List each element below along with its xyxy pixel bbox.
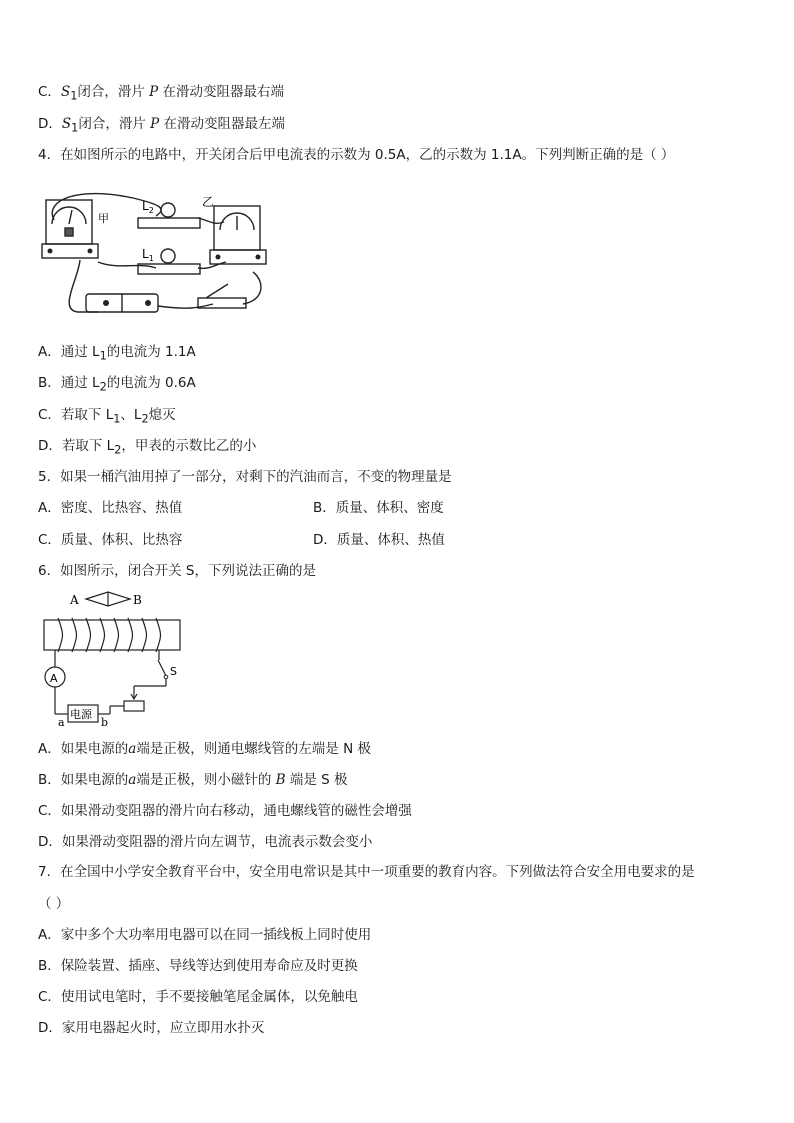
- label-jia: 甲: [98, 212, 109, 225]
- q6-stem: 6．如图所示，闭合开关 S，下列说法正确的是: [38, 563, 316, 579]
- label-l1: $L_1$: [142, 247, 154, 263]
- q7-option-d: D．家用电器起火时，应立即用水扑灭: [38, 1020, 265, 1036]
- q6-option-b: B．如果电源的a端是正极，则小磁针的 B 端是 S 极: [38, 772, 348, 788]
- q6-solenoid-figure: [38, 588, 198, 728]
- q7-paren: （ ）: [38, 896, 70, 912]
- q4-option-a: A．通过 $L_1$的电流为 1.1A: [38, 344, 196, 363]
- q6-option-a: A．如果电源的a端是正极，则通电螺线管的左端是 N 极: [38, 741, 371, 757]
- q4-option-b: B．通过 $L_2$的电流为 0.6A: [38, 375, 196, 394]
- q3-option-d: D．$S_1$闭合，滑片 P 在滑动变阻器最左端: [38, 116, 286, 135]
- q5-option-d: D．质量、体积、热值: [313, 532, 445, 548]
- q3-option-c: C．$S_1$闭合，滑片 P 在滑动变阻器最右端: [38, 84, 285, 103]
- label-l2: $L_2$: [142, 199, 154, 215]
- label-b: b: [101, 716, 109, 728]
- label-yi: 乙: [202, 195, 215, 209]
- q5-stem: 5．如果一桶汽油用掉了一部分，对剩下的汽油而言，不变的物理量是: [38, 469, 452, 485]
- q5-option-b: B．质量、体积、密度: [313, 500, 444, 516]
- label-a: a: [58, 716, 65, 728]
- q6-option-c: C．如果滑动变阻器的滑片向右移动，通电螺线管的磁性会增强: [38, 803, 412, 819]
- label-S: S: [170, 665, 177, 678]
- q4-circuit-figure: [38, 180, 268, 320]
- q7-stem: 7．在全国中小学安全教育平台中，安全用电常识是其中一项重要的教育内容。下列做法符合安全用电要求的是: [38, 864, 695, 880]
- q4-option-c: C．若取下 $L_1$、$L_2$熄灭: [38, 407, 176, 426]
- label-ammeter: A: [50, 672, 58, 685]
- label-B: B: [133, 593, 142, 607]
- q7-option-b: B．保险装置、插座、导线等达到使用寿命应及时更换: [38, 958, 358, 974]
- q7-option-c: C．使用试电笔时，手不要接触笔尾金属体，以免触电: [38, 989, 358, 1005]
- label-A: A: [70, 593, 79, 607]
- q7-option-a: A．家中多个大功率用电器可以在同一插线板上同时使用: [38, 927, 372, 943]
- q6-option-d: D．如果滑动变阻器的滑片向左调节，电流表示数会变小: [38, 834, 373, 850]
- label-power: 电源: [70, 708, 92, 721]
- q4-option-d: D．若取下 $L_2$，甲表的示数比乙的小: [38, 438, 257, 457]
- q5-option-c: C．质量、体积、比热容: [38, 532, 183, 548]
- q4-stem: 4．在如图所示的电路中，开关闭合后甲电流表的示数为 0.5A，乙的示数为 1.1A。下列判断正确的是（ ）: [38, 147, 675, 163]
- q5-option-a: A．密度、比热容、热值: [38, 500, 183, 516]
